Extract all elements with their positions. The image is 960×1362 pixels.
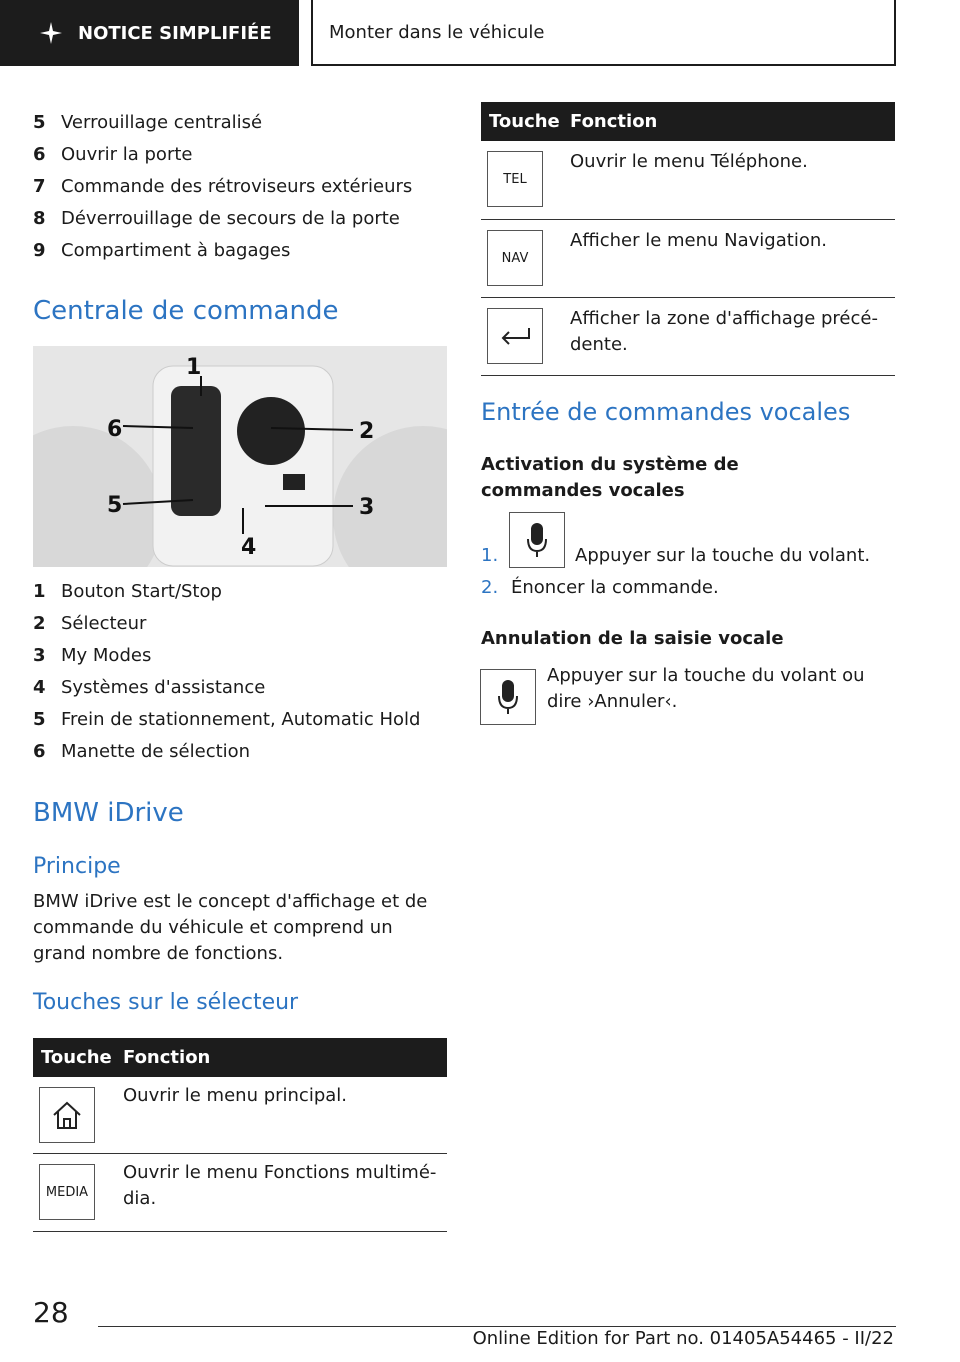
row-text: Ouvrir le menu Téléphone. xyxy=(570,151,808,172)
list-item: 5 Frein de stationnement, Automatic Hold xyxy=(33,708,421,730)
home-icon xyxy=(39,1087,95,1143)
list-item: 7 Commande des rétroviseurs extérieurs xyxy=(33,175,413,197)
microphone-icon xyxy=(480,669,536,725)
table-row xyxy=(481,298,895,376)
callout-3: 3 xyxy=(359,495,375,520)
callout-5: 5 xyxy=(107,493,123,518)
table-row xyxy=(481,220,895,298)
callout-4: 4 xyxy=(241,535,257,560)
microphone-icon xyxy=(509,512,565,568)
chapter-title: Monter dans le véhicule xyxy=(311,0,896,66)
callout-6: 6 xyxy=(107,417,123,442)
section-title-idrive: BMW iDrive xyxy=(33,798,184,828)
table-row xyxy=(33,1077,447,1154)
sparkle-icon xyxy=(38,20,64,46)
page-number: 28 xyxy=(33,1296,69,1329)
list-centrale xyxy=(33,575,420,767)
table-row xyxy=(481,141,895,220)
keys-table-right xyxy=(481,102,895,376)
tel-icon: TEL xyxy=(487,151,543,207)
principe-text: BMW iDrive est le concept d'affichage et de commande du véhicule et comprend un grand nombre de fonctions. xyxy=(33,891,428,964)
list-item: 3 My Modes xyxy=(33,644,152,666)
table-row xyxy=(33,1154,447,1232)
row-text: Afficher le menu Navigation. xyxy=(570,230,827,251)
activation-title: Activation du système de commandes vocales xyxy=(481,454,739,501)
media-icon: MEDIA xyxy=(39,1164,95,1220)
list-item: 1 Bouton Start/Stop xyxy=(33,580,222,602)
section-badge xyxy=(0,0,299,66)
section-title-vocal: Entrée de commandes vocales xyxy=(481,398,851,426)
list-item: 9 Compartiment à bagages xyxy=(33,239,291,261)
back-arrow-icon xyxy=(487,308,543,364)
subsection-touches: Touches sur le sélecteur xyxy=(33,990,299,1015)
list-item: 8 Déverrouillage de secours de la porte xyxy=(33,207,400,229)
row-text: Ouvrir le menu principal. xyxy=(123,1085,348,1106)
keys-table-left xyxy=(33,1038,447,1232)
list-item: 6 Manette de sélection xyxy=(33,740,251,762)
nav-icon: NAV xyxy=(487,230,543,286)
list-top xyxy=(33,106,412,266)
list-item: 4 Systèmes d'assistance xyxy=(33,676,266,698)
footer-divider xyxy=(98,1326,896,1327)
callout-2: 2 xyxy=(359,419,375,444)
list-item: 2 Sélecteur xyxy=(33,612,147,634)
table-header: Touche Fonction xyxy=(481,102,895,141)
row-text: Ouvrir le menu Fonctions multimé-dia. xyxy=(123,1162,437,1209)
row-text: Afficher la zone d'affichage précé-dente. xyxy=(570,308,878,355)
callout-1: 1 xyxy=(186,355,202,380)
annulation-title: Annulation de la saisie vocale xyxy=(481,628,784,649)
subsection-principe: Principe xyxy=(33,854,121,879)
control-center-photo xyxy=(33,346,447,567)
edition-note: Online Edition for Part no. 01405A54465 - II/22 xyxy=(472,1328,894,1349)
annulation-text: Appuyer sur la touche du volant ou dire ›Annuler‹. xyxy=(547,665,865,712)
list-item: 6 Ouvrir la porte xyxy=(33,143,193,165)
step-2: 2. Énoncer la commande. xyxy=(481,577,719,598)
section-title-centrale: Centrale de commande xyxy=(33,296,339,326)
list-item: 5 Verrouillage centralisé xyxy=(33,111,263,133)
control-center-illustration xyxy=(33,346,447,567)
badge-label: NOTICE SIMPLIFIÉE xyxy=(78,22,272,44)
table-header: Touche Fonction xyxy=(33,1038,447,1077)
